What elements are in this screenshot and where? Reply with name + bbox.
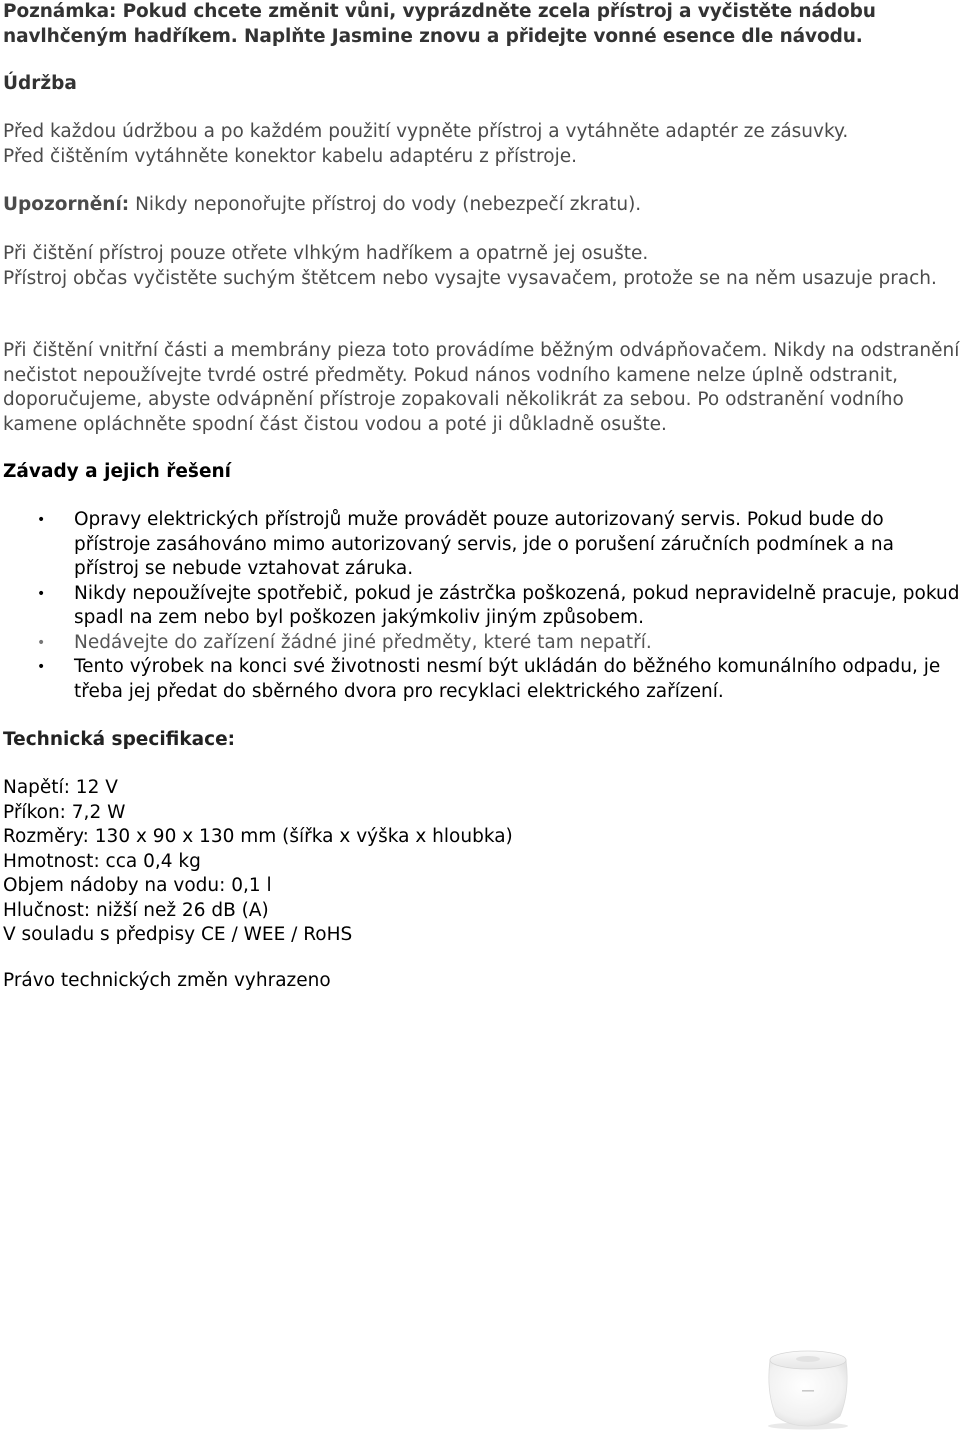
spec-voltage: Napětí: 12 V	[3, 777, 118, 798]
spec-noise: Hlučnost: nižší než 26 dB (A)	[3, 899, 269, 921]
specs-heading: Technická specifikace:	[3, 729, 236, 750]
warning-text: Nikdy neponořujte přístroj do vody (nebezpečí zkratu).	[129, 194, 642, 215]
spec-weight: Hmotnost: cca 0,4 kg	[3, 850, 201, 872]
fault-item: • Nedávejte do zařízení žádné jiné předměty, které tam nepatří.	[3, 631, 960, 656]
spec-dimensions: Rozměry: 130 x 90 x 130 mm (šířka x výška x hloubka)	[3, 826, 513, 847]
fault-item: • Nikdy nepoužívejte spotřebič, pokud je zástrčka poškozená, pokud nepravidelně pracuje, pokud spadl na zem nebo byl poškozen jakýmkoliv jiným způsobem.	[3, 582, 960, 631]
warning-paragraph	[3, 193, 960, 218]
maintenance-line-1: Před každou údržbou a po každém použití vypněte přístroj a vytáhněte adaptér ze zásuvky.	[3, 121, 849, 142]
spec-tank-volume: Objem nádoby na vodu: 0,1 l	[3, 875, 272, 896]
fault-item: • Opravy elektrických přístrojů muže provádět pouze autorizovaný servis. Pokud bude do přístroje zasáhováno mimo autorizovaný servis, jde o porušení záručních podmínek a na přístroj se nebude vztahovat záruka.	[3, 508, 960, 582]
diffuser-product-image	[758, 1332, 858, 1430]
specs-list	[3, 776, 513, 948]
maintenance-intro	[3, 120, 960, 169]
cleaning-line-1: Při čištění přístroj pouze otřete vlhkým hadříkem a opatrně jej osušte.	[3, 243, 649, 264]
maintenance-line-2: Před čištěním vytáhněte konektor kabelu adaptéru z přístroje.	[3, 145, 577, 167]
descaling-paragraph: Při čištění vnitřní části a membrány pieza toto provádíme běžným odvápňovačem. Nikdy na odstranění nečistot nepoužívejte tvrdé ostré předměty. Pokud nános vodního kamene nelze úplně odstranit, doporučujeme, abyste odvápnění přístroje zopakovali několikrát za sebou. Po odstranění vodního kamene opláchněte spodní část čistou vodou a poté ji důkladně osušte.	[3, 340, 960, 435]
cleaning-line-2: Přístroj občas vyčistěte suchým štětcem nebo vysajte vysavačem, protože se na něm usazuje prach.	[3, 267, 937, 289]
maintenance-heading: Údržba	[3, 73, 77, 94]
fault-item: • Tento výrobek na konci své životnosti nesmí být ukládán do běžného komunálního odpadu, je třeba jej předat do sběrného dvora pro recyklaci elektrického zařízení.	[3, 655, 960, 704]
cleaning-instructions	[3, 242, 960, 291]
warning-label: Upozornění:	[3, 194, 130, 215]
spec-power: Příkon: 7,2 W	[3, 801, 126, 823]
changes-reserved-note: Právo technických změn vyhrazeno	[3, 970, 331, 991]
spec-compliance: V souladu s předpisy CE / WEE / RoHS	[3, 924, 353, 945]
scent-change-note: Poznámka: Pokud chcete změnit vůni, vyprázdněte zcela přístroj a vyčistěte nádobu navlhčeným hadříkem. Naplňte Jasmine znovu a přidejte vonné esence dle návodu.	[3, 1, 876, 47]
faults-heading: Závady a jejich řešení	[3, 461, 231, 482]
faults-list	[3, 508, 960, 704]
